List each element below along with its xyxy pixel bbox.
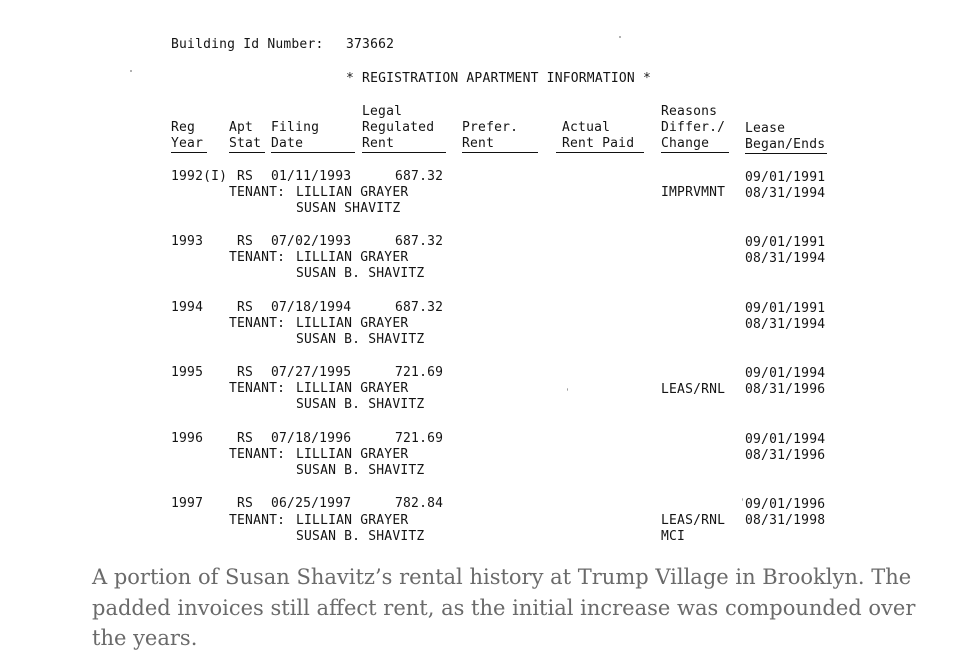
record-lease-ends: 08/31/1996 [745, 448, 826, 463]
record-tenant-2: SUSAN B. SHAVITZ [296, 266, 425, 281]
record-lease-ends: 08/31/1998 [745, 513, 826, 528]
record-lease-ends: 08/31/1994 [745, 186, 826, 201]
record-filing-date: 07/18/1994 [271, 300, 352, 315]
record-filing-date: 07/18/1996 [271, 431, 352, 446]
record-tenant-2: SUSAN B. SHAVITZ [296, 529, 425, 544]
col-reasons-line2: Differ./ [661, 120, 726, 135]
record-year: 1995 [171, 365, 204, 380]
col-filing-date-line1: Filing [271, 120, 320, 135]
col-legal-rent-line1: Legal [362, 104, 403, 119]
record-lease-ends: 08/31/1996 [745, 382, 826, 397]
record-stat: RS [237, 496, 254, 511]
underline-apt-stat [229, 152, 265, 153]
record-lease-began: 09/01/1994 [745, 432, 826, 447]
record-tenant-label: TENANT: [229, 447, 286, 462]
record-legal-rent: 687.32 [395, 234, 444, 249]
record-year: 1994 [171, 300, 204, 315]
record-filing-date: 07/27/1995 [271, 365, 352, 380]
scan-speck [130, 70, 132, 72]
record-stat: RS [237, 234, 254, 249]
record-tenant-1: LILLIAN GRAYER [296, 316, 409, 331]
col-actual-rent-line2: Rent Paid [562, 136, 635, 151]
record-lease-ends: 08/31/1994 [745, 251, 826, 266]
record-filing-date: 01/11/1993 [271, 169, 352, 184]
record-year: 1996 [171, 431, 204, 446]
col-filing-date-line2: Date [271, 136, 304, 151]
record-lease-began: 09/01/1994 [745, 366, 826, 381]
record-reason: LEAS/RNL [661, 382, 726, 397]
record-reason: IMPRVMNT [661, 185, 726, 200]
record-tenant-label: TENANT: [229, 513, 286, 528]
underline-reg-year [171, 152, 207, 153]
scan-speck [742, 498, 743, 501]
record-tenant-label: TENANT: [229, 185, 286, 200]
record-tenant-2: SUSAN B. SHAVITZ [296, 332, 425, 347]
record-legal-rent: 721.69 [395, 431, 444, 446]
col-lease-line1: Lease [745, 121, 786, 136]
scan-speck [567, 388, 568, 391]
section-title: * REGISTRATION APARTMENT INFORMATION * [346, 71, 652, 86]
record-lease-began: 09/01/1996 [745, 497, 826, 512]
record-tenant-1: LILLIAN GRAYER [296, 447, 409, 462]
col-reg-year-line1: Reg [171, 120, 196, 135]
underline-filing-date [271, 152, 355, 153]
building-id-label: Building Id Number: [171, 37, 324, 52]
record-lease-ends: 08/31/1994 [745, 317, 826, 332]
record-tenant-2: SUSAN SHAVITZ [296, 201, 401, 216]
record-tenant-2: SUSAN B. SHAVITZ [296, 397, 425, 412]
record-lease-began: 09/01/1991 [745, 170, 826, 185]
underline-legal-rent [362, 152, 446, 153]
col-prefer-rent-line1: Prefer. [462, 120, 519, 135]
record-year: 1997 [171, 496, 204, 511]
record-stat: RS [237, 300, 254, 315]
col-actual-rent-line1: Actual [562, 120, 611, 135]
record-legal-rent: 782.84 [395, 496, 444, 511]
record-lease-began: 09/01/1991 [745, 301, 826, 316]
record-year: 1992(I) [171, 169, 228, 184]
record-tenant-label: TENANT: [229, 316, 286, 331]
record-lease-began: 09/01/1991 [745, 235, 826, 250]
record-reason: LEAS/RNL [661, 513, 726, 528]
col-legal-rent-line3: Rent [362, 136, 395, 151]
record-tenant-1: LILLIAN GRAYER [296, 513, 409, 528]
record-stat: RS [237, 365, 254, 380]
record-tenant-1: LILLIAN GRAYER [296, 250, 409, 265]
underline-prefer-rent [462, 152, 538, 153]
record-filing-date: 06/25/1997 [271, 496, 352, 511]
image-caption: A portion of Susan Shavitz’s rental history at Trump Village in Brooklyn. The padded invoices still affect rent, as the initial increase was compounded over the years. [92, 565, 916, 650]
col-apt-stat-line2: Stat [229, 136, 262, 151]
record-reason-extra: MCI [661, 529, 686, 544]
record-filing-date: 07/02/1993 [271, 234, 352, 249]
record-tenant-label: TENANT: [229, 250, 286, 265]
col-reg-year-line2: Year [171, 136, 204, 151]
record-legal-rent: 687.32 [395, 169, 444, 184]
underline-reasons [661, 152, 729, 153]
col-apt-stat-line1: Apt [229, 120, 254, 135]
col-reasons-line1: Reasons [661, 104, 718, 119]
col-prefer-rent-line2: Rent [462, 136, 495, 151]
record-tenant-1: LILLIAN GRAYER [296, 381, 409, 396]
building-id-value: 373662 [346, 37, 395, 52]
underline-actual-rent [556, 152, 644, 153]
record-stat: RS [237, 431, 254, 446]
record-legal-rent: 721.69 [395, 365, 444, 380]
col-reasons-line3: Change [661, 136, 710, 151]
record-tenant-2: SUSAN B. SHAVITZ [296, 463, 425, 478]
col-legal-rent-line2: Regulated [362, 120, 435, 135]
record-tenant-label: TENANT: [229, 381, 286, 396]
record-legal-rent: 687.32 [395, 300, 444, 315]
col-lease-line2: Began/Ends [745, 137, 826, 152]
record-stat: RS [237, 169, 254, 184]
scan-speck [619, 36, 621, 38]
record-tenant-1: LILLIAN GRAYER [296, 185, 409, 200]
underline-lease [745, 153, 827, 154]
record-year: 1993 [171, 234, 204, 249]
